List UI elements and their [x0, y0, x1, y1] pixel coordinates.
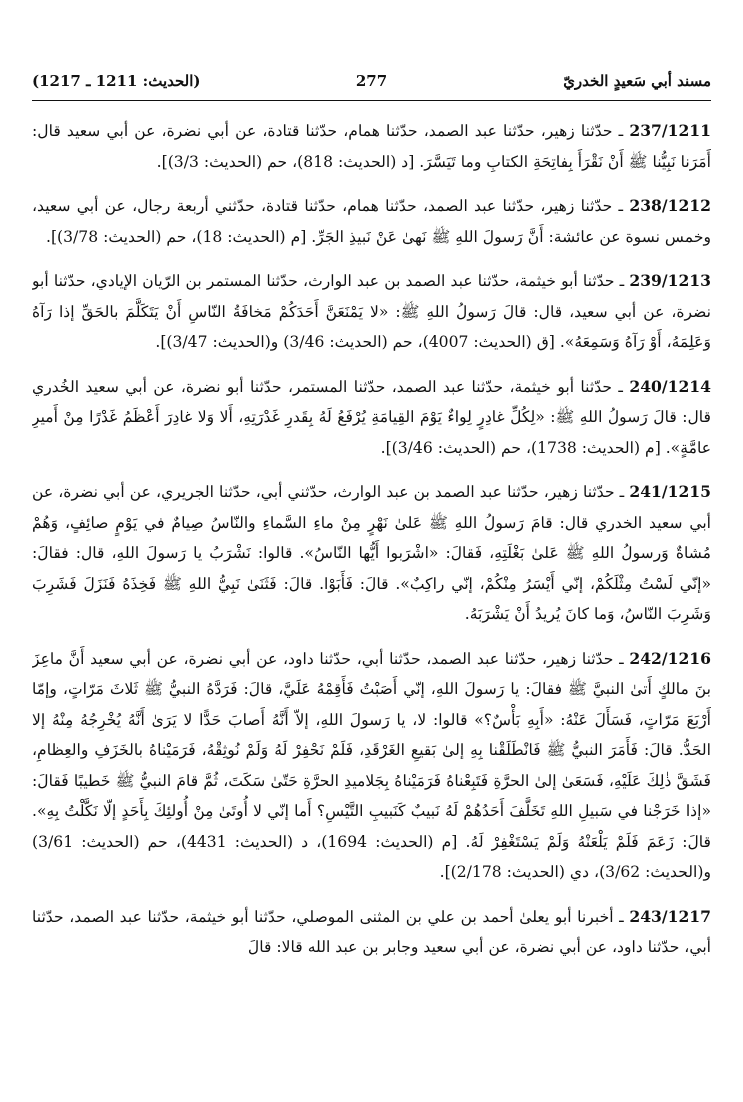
- page-body: [32, 116, 711, 1092]
- hadith-text: ـ حدّثنا أبو خيثمة، حدّثنا عبد الصمد، حدّثنا المستمر، حدّثنا أبو نضرة، عن أبي سعيد الخُدري قال: قالَ رَسولُ اللهِ ﷺ: «لِكُلِّ غادِرٍ لِواءٌ يَوْمَ القِيامَةِ يُرْفَعُ لَهُ بِقَدرِ غَدْرَتِهِ، أَلا وَلا غادِرَ أَعْظَمُ غَدْرًا مِنْ أَميرِ عامَّةٍ». [م (الحديث: 1738)، حم (الحديث: 3/46)].: [32, 377, 711, 457]
- hadith-1212: [32, 191, 711, 252]
- page-number: 277: [355, 72, 388, 90]
- hadith-text: ـ أخبرنا أبو يعلىٰ أحمد بن علي بن المثنى الموصلي، حدّثنا أبو خيثمة، حدّثنا عبد الصمد، حدّثنا أبي، حدّثنا داود، عن أبي نضرة، عن أبي سعيد وجابر بن عبد الله قالا: قالَ: [32, 907, 711, 956]
- hadith-number: 237/1211: [629, 121, 711, 140]
- hadith-number: 240/1214: [629, 376, 711, 396]
- header-rule: [32, 100, 711, 101]
- hadith-text: ـ حدّثنا زهير، حدّثنا عبد الصمد بن عبد الوارث، حدّثني أبي، حدّثنا الجريري، عن أبي نضرة، عن أبي سعيد الخدري قال: قامَ رَسولُ اللهِ ﷺ عَلىٰ نَهْرٍ مِنْ ماءِ السَّماءِ والنّاسُ صِيامٌ في يَوْمٍ صائِفٍ، وَهُمْ مُشاةٌ وَرسولُ اللهِ ﷺ عَلىٰ بَغْلَتِهِ، فَقالَ: «اشْرَبوا أَيُّها النّاسُ». قالوا: نَشْرَبُ يا رَسولَ اللهِ، قال: فقالَ: «إنّي لَسْتُ مِثْلَكُمْ، إنّي أَيْسَرُ مِنْكُمْ، إنّي راكِبٌ». قالَ: فَأَبَوْا. قالَ: فَثَنَىٰ نَبِيُّ اللهِ ﷺ فَخِذَهُ فَنَزَلَ فَشَرِبَ وَشَرِبَ النّاسُ، وَما كانَ يُريدُ أَنْ يَشْرَبَهُ.: [32, 483, 711, 623]
- hadith-number: 242/1216: [629, 648, 711, 668]
- hadith-1217: [32, 902, 711, 963]
- hadith-1215: [32, 477, 711, 630]
- hadith-1216: [32, 644, 711, 888]
- hadith-1213: [32, 266, 711, 358]
- hadith-text: ـ حدّثنا زهير، حدّثنا عبد الصمد، حدّثنا أبي، حدّثنا داود، عن أبي نضرة، عن أبي سعيد أَنَّ ماعِزَ بنَ مالكٍ أَتىٰ النبيَّ ﷺ فقالَ: يا رَسولَ اللهِ، إنّي أَصَبْتُ فَأَقِمْهُ عَلَيَّ، قالَ: فَرَدَّهُ النبيُّ ﷺ ثَلاثَ مَرّاتٍ، وإمّا أَرْبَعَ مَرّاتٍ، فَسَأَلَ عَنْهُ: «أَبِهِ بَأْسٌ؟» قالوا: لا، يا رَسولَ اللهِ، إلاّ أَنَّهُ أَصابَ حَدًّا لا يَرَىٰ أَنَّهُ يُخْرِجُهُ مِنْهُ إلا الحَدُّ. قالَ: فَأَمَرَ النبيُّ ﷺ فَانْطَلَقْنا بِهِ إلىٰ بَقيعِ الغَرْقَدِ، فَلَمْ نَحْفِرْ لَهُ وَلَمْ نُوثِقْهُ، فَرَمَيْناهُ بالخَزَفِ والعِظامِ، فَشَقَّ ذٰلِكَ عَلَيْهِ، فَسَعَىٰ إلىٰ الحرَّةِ فَتَبِعْناهُ فَرَمَيْناهُ بِجَلاميدِ الحرَّةِ حَتّىٰ سَكَتَ، ثُمَّ قامَ النبيُّ ﷺ خَطيبًا فَقالَ: «إذا خَرَجْنا في سَبيلِ اللهِ تَخَلَّفَ أَحَدُهُمْ لَهُ نَبيبٌ كَنَبيبِ التَّيْسِ؟ أَما إنّي لا أُوتَىٰ مِنْ أُولئِكَ بِأَحَدٍ إلّا نَكَّلْتُ بِهِ». قالَ: زَعَمَ فَلَمْ يَلْعَنْهُ وَلَمْ يَسْتَغْفِرْ لَهُ. [م (الحديث: 1694)، د (الحديث: 4431)، حم (الحديث: 3/61) و(الحديث: 3/62)، دي (الحديث: 2/178)].: [32, 649, 711, 881]
- hadith-number: 239/1213: [629, 271, 711, 290]
- running-header: [32, 72, 711, 98]
- hadith-text: ـ حدّثنا أبو خيثمة، حدّثنا عبد الصمد بن عبد الوارث، حدّثنا المستمر بن الرّيان الإيادي، حدّثنا أبو نضرة، عن أبي سعيد، قال: قالَ رَسولُ اللهِ ﷺ: «لا يَمْنَعَنَّ أَحَدَكُمْ مَخافَةُ النّاسِ أَنْ يَتَكَلَّمَ بالحَقِّ إذا رَآهُ وَعَلِمَهُ، أَوْ رَآهُ وَسَمِعَهُ». [ق (الحديث: 4007)، حم (الحديث: 3/46) و(الحديث: 3/47)].: [32, 272, 711, 351]
- hadith-number: 243/1217: [629, 906, 711, 926]
- hadith-number: 238/1212: [629, 196, 711, 215]
- hadith-text: ـ حدّثنا زهير، حدّثنا عبد الصمد، حدّثنا همام، حدّثنا قتادة، حدّثني أربعة رجال، عن أبي سعيد، وخمس نسوة عن عائشة: أَنَّ رَسولَ اللهِ ﷺ نَهىٰ عَنْ نَبيذِ الجَرِّ. [م (الحديث: 18)، حم (الحديث: 3/78)].: [32, 197, 711, 246]
- hadith-1211: [32, 116, 711, 177]
- hadith-range: (الحديث: 1211 ـ 1217): [32, 72, 201, 90]
- book-title: مسند أبي سَعيدٍ الخدريّ: [563, 72, 711, 90]
- hadith-1214: [32, 372, 711, 464]
- hadith-number: 241/1215: [629, 482, 711, 501]
- hadith-text: ـ حدّثنا زهير، حدّثنا عبد الصمد، حدّثنا همام، حدّثنا قتادة، عن أبي نضرة، عن أبي سعيد قال: أَمَرَنا نَبِيُّنا ﷺ أَنْ نَقْرَأَ بِفاتِحَةِ الكتابِ وما تَيَسَّرَ. [د (الحديث: 818)، حم (الحديث: 3/3)].: [32, 122, 711, 171]
